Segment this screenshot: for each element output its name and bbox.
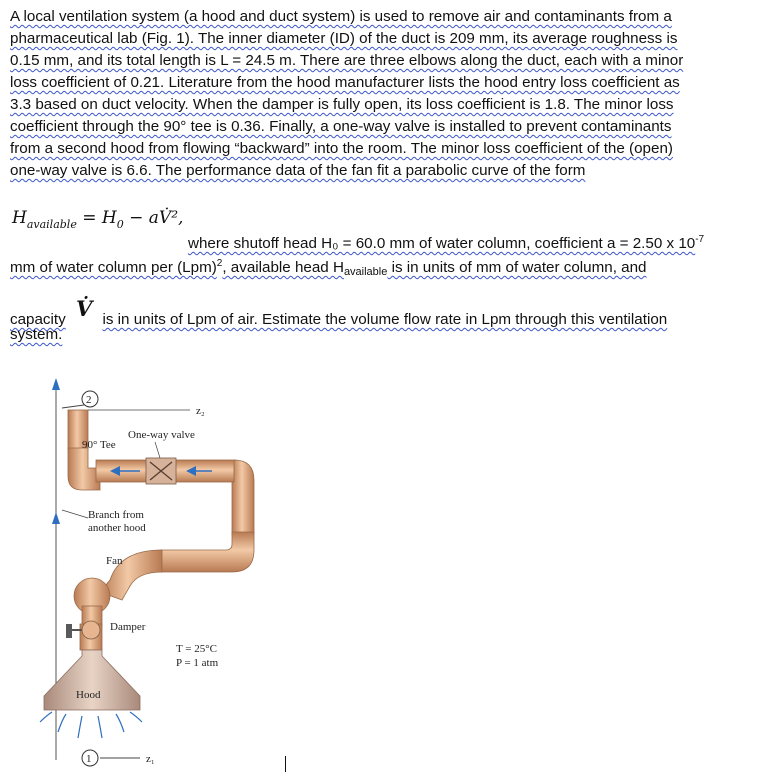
flow-rate-symbol: V̇ [75,296,93,321]
temperature-label: T = 25°C [176,643,217,655]
text-cursor [285,756,286,772]
shutoff-line: where shutoff head H₀ = 60.0 mm of water column, coefficient a = 2.50 x $10^{-7}$ [188,234,705,252]
pressure-label: P = 1 atm [176,657,219,669]
tee-label: 90° Tee [82,439,116,451]
lower-elbow [160,532,254,572]
text-line-1: A local ventilation system (a hood and duct system) is used to remove air and contaminants from a [10,8,672,25]
station-2-label: 2 [86,394,92,406]
inflow-arrow-icon [78,716,82,738]
up-arrow-icon [52,512,60,524]
text-line-7: from a second hood from flowing “backward” into the room. The minor loss coefficient of the (open) [10,140,673,157]
ventilation-figure [0,360,400,778]
damper-label: Damper [110,621,146,633]
right-elbow [232,460,254,535]
hood-label: Hood [76,689,101,701]
capacity-line: capacity V̇ is in units of Lpm of air. Estimate the volume flow rate in Lpm through this ventilation [10,296,668,328]
damper-handle [66,624,72,638]
station-1-label: 1 [86,753,92,765]
units-line: mm of water column per (Lpm)$^2$, available head $H_{available}$ is in units of mm of water column, and [10,258,647,278]
damper-icon [82,621,100,639]
fan-equation: $H_{available} = H_0$ − aV̇², [12,208,184,231]
ventilation-diagram [0,360,400,778]
fan-label: Fan [106,555,123,567]
text-line-last: system. [10,326,63,343]
up-arrow-icon [52,378,60,390]
text-line-2: pharmaceutical lab (Fig. 1). The inner diameter (ID) of the duct is 209 mm, its average roughness is [10,30,678,47]
inflow-arrow-icon [130,712,142,722]
text-line-4: loss coefficient of 0.21. Literature from the hood manufacturer lists the hood entry loss coefficient as [10,74,680,91]
inflow-arrow-icon [98,716,102,738]
branch-label-2: another hood [88,522,146,534]
text-line-5: 3.3 based on duct velocity. When the damper is fully open, its loss coefficient is 1.8. The minor loss [10,96,674,113]
tee-fitting [68,448,100,490]
hood [44,650,140,710]
inflow-arrow-icon [40,712,52,722]
z1-label: z₁ [146,753,155,765]
z2-label: z₂ [196,405,205,417]
branch-label: Branch from [88,509,144,521]
one-way-valve-label: One-way valve [128,429,195,441]
inflow-arrow-icon [116,714,124,732]
inflow-arrow-icon [58,714,66,732]
text-line-6: coefficient through the 90° tee is 0.36. Finally, a one-way valve is installed to prevent contaminants [10,118,672,135]
text-line-3: 0.15 mm, and its total length is L = 24.5 m. There are three elbows along the duct, each with a minor [10,52,684,69]
text-line-8: one-way valve is 6.6. The performance data of the fan fit a parabolic curve of the form [10,162,586,179]
